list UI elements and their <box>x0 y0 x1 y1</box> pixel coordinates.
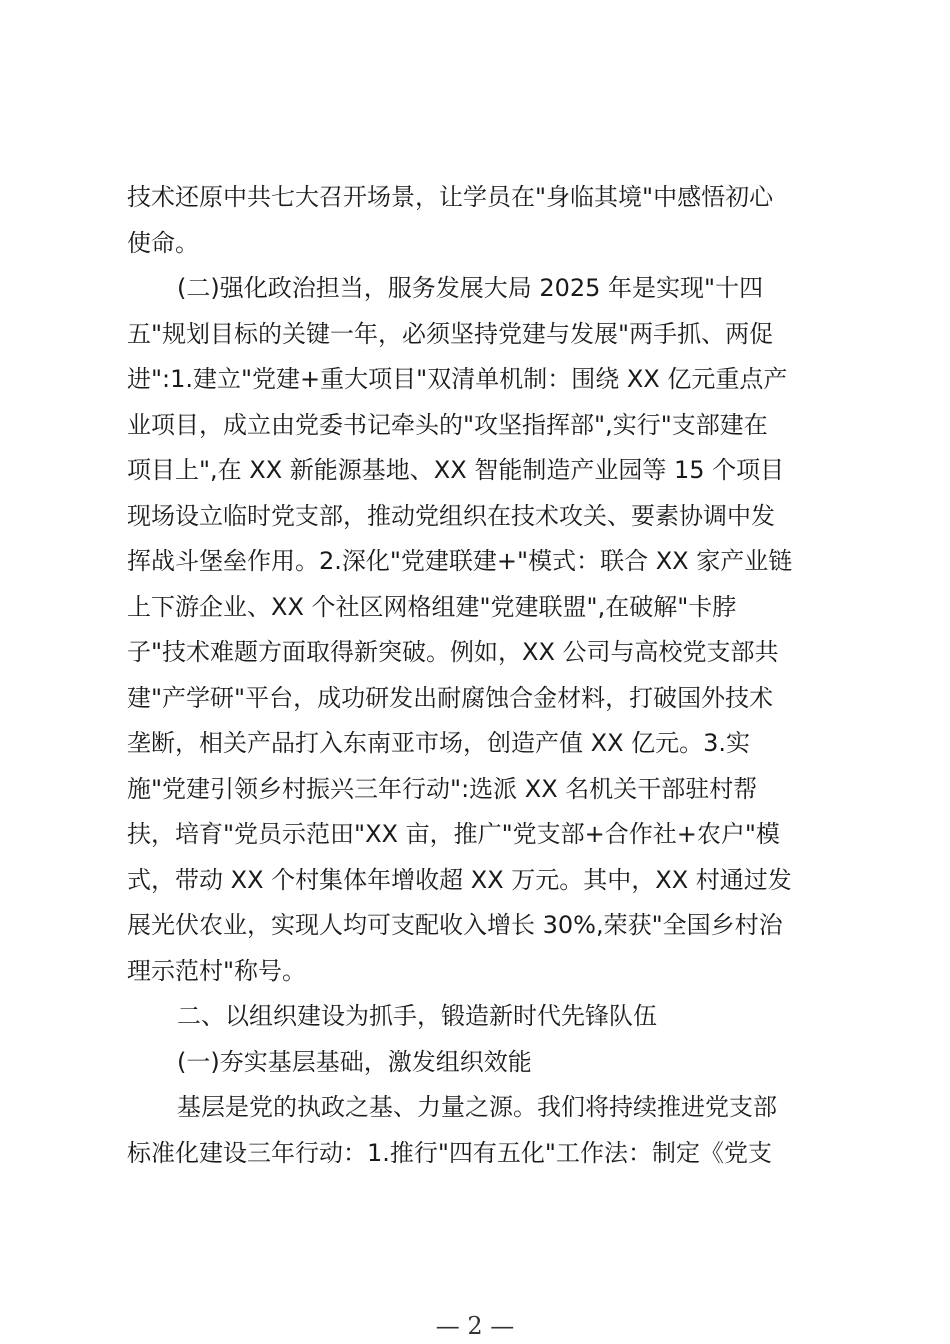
text-line: 建"产学研"平台，成功研发出耐腐蚀合金材料，打破国外技术 <box>127 683 774 712</box>
text-line: 进":1.建立"党建+重大项目"双清单机制：围绕 XX 亿元重点产 <box>127 365 788 393</box>
section-heading-line: (一)夯实基层基础，激发组织效能 <box>177 1047 532 1076</box>
section-heading-line: (二)强化政治担当，服务发展大局 2025 年是实现"十四 <box>177 274 764 302</box>
text-line: 展光伏农业，实现人均可支配收入增长 30%,荣获"全国乡村治 <box>127 911 783 939</box>
text-line: 业项目，成立由党委书记牵头的"攻坚指挥部",实行"支部建在 <box>127 410 768 439</box>
text-line: 现场设立临时党支部，推动党组织在技术攻关、要素协调中发 <box>127 501 775 530</box>
text-line: 技术还原中共七大召开场景，让学员在"身临其境"中感悟初心 <box>127 183 774 211</box>
text-line: 标准化建设三年行动：1.推行"四有五化"工作法：制定《党支 <box>127 1138 772 1167</box>
text-line: 挥战斗堡垒作用。2.深化"党建联建+"模式：联合 XX 家产业链 <box>127 547 793 575</box>
text-line: 使命。 <box>127 228 199 257</box>
text-line: 项目上",在 XX 新能源基地、XX 智能制造产业园等 15 个项目 <box>127 456 785 484</box>
text-line: 上下游企业、XX 个社区网格组建"党建联盟",在破解"卡脖 <box>127 592 737 621</box>
text-line: 理示范村"称号。 <box>127 956 307 985</box>
page-number: — 2 — <box>435 1312 515 1340</box>
text-line: 扶，培育"党员示范田"XX 亩，推广"党支部+合作社+农户"模 <box>127 820 780 848</box>
text-line: 五"规划目标的关键一年，必须坚持党建与发展"两手抓、两促 <box>127 319 774 348</box>
text-line: 基层是党的执政之基、力量之源。我们将持续推进党支部 <box>177 1093 777 1121</box>
text-line: 施"党建引领乡村振兴三年行动":选派 XX 名机关干部驻村帮 <box>127 774 758 803</box>
text-line: 式，带动 XX 个村集体年增收超 XX 万元。其中，XX 村通过发 <box>127 865 792 894</box>
body-text <box>127 175 833 1176</box>
text-line: 子"技术难题方面取得新突破。例如，XX 公司与高校党支部共 <box>127 638 779 666</box>
text-line: 垄断，相关产品打入东南亚市场，创造产值 XX 亿元。3.实 <box>127 729 751 757</box>
chapter-heading-line: 二、以组织建设为抓手，锻造新时代先锋队伍 <box>177 1002 657 1030</box>
